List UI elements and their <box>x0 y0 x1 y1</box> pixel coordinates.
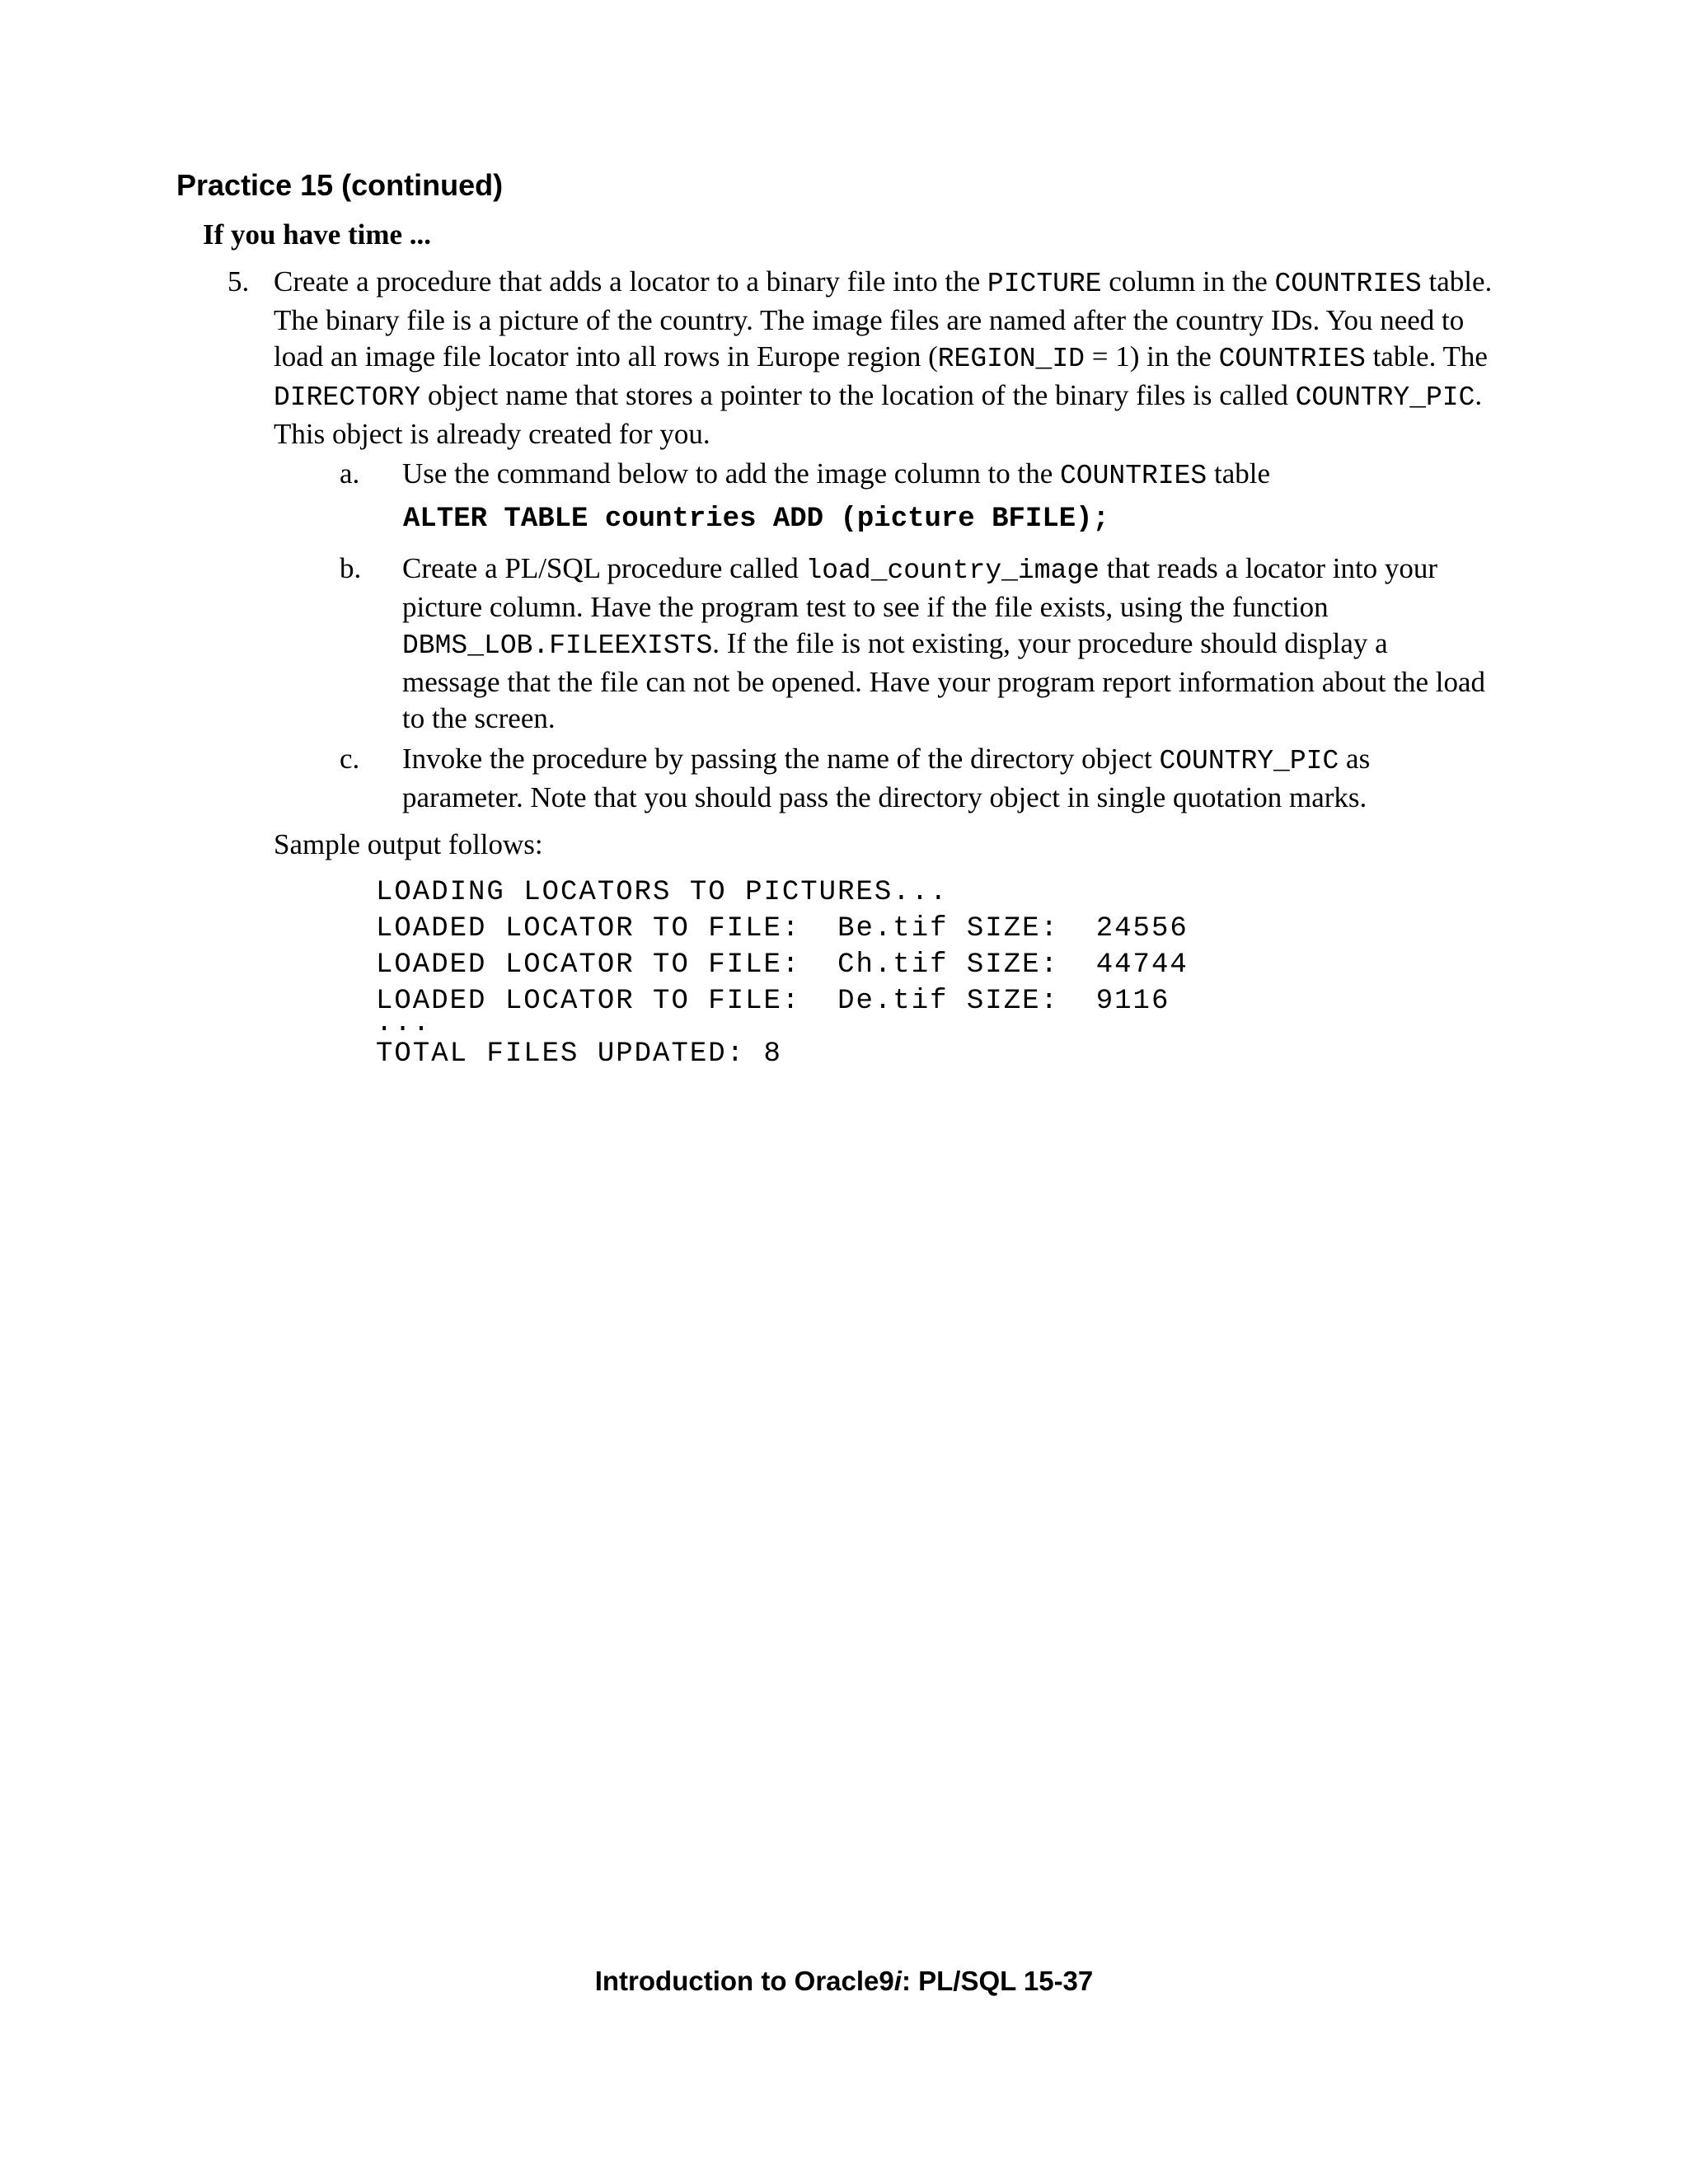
page-heading: Practice 15 (continued) <box>176 168 504 202</box>
alter-table-command: ALTER TABLE countries ADD (picture BFILE); <box>403 504 1109 535</box>
step-c-text <box>402 741 1490 816</box>
step-letter: c. <box>340 743 360 775</box>
text-run: table. The <box>1365 340 1488 373</box>
text-run: Invoke the procedure by passing the name of the directory object <box>402 743 1160 775</box>
output-line: TOTAL FILES UPDATED: 8 <box>376 1038 782 1070</box>
output-line: LOADED LOCATOR TO FILE: De.tif SIZE: 9116 <box>376 986 1170 1017</box>
item-number: 5. <box>227 265 250 298</box>
text-run: table. The binary file is a picture of the country. The image files are named after the country IDs. You need to load an image file locator into all rows in Europe region ( <box>274 265 1493 373</box>
item-5-text <box>274 264 1518 452</box>
footer-italic: i <box>893 1966 902 1996</box>
text-run: that reads a locator into your picture column. Have the program test to see if the file exists, using the function <box>402 552 1438 623</box>
text-run: Create a PL/SQL procedure called <box>402 552 806 584</box>
text-run: . This object is already created for you. <box>274 379 1483 450</box>
sample-output-label: Sample output follows: <box>274 828 543 860</box>
code-countries: COUNTRIES <box>1218 344 1366 374</box>
text-run: . If the file is not existing, your procedure should display a message that the file can not be opened. Have your program report information about the load to the screen. <box>402 627 1486 734</box>
code-load-country-image: load_country_image <box>805 555 1100 586</box>
code-country-pic: COUNTRY_PIC <box>1159 746 1339 776</box>
text-run: object name that stores a pointer to the location of the binary files is called <box>420 379 1296 411</box>
code-country-pic: COUNTRY_PIC <box>1295 382 1475 413</box>
step-letter: a. <box>340 457 360 490</box>
step-b-text <box>402 551 1490 737</box>
step-letter: b. <box>340 552 362 584</box>
code-countries: COUNTRIES <box>1274 269 1422 299</box>
text-run: Create a procedure that adds a locator to a binary file into the <box>274 265 987 298</box>
code-directory: DIRECTORY <box>274 382 421 413</box>
text-run: column in the <box>1101 265 1275 298</box>
text-run: Use the command below to add the image column to the <box>402 457 1060 490</box>
page-footer <box>0 1966 1688 1997</box>
step-a-text <box>402 456 1490 494</box>
text-run: as parameter. Note that you should pass the directory object in single quotation marks. <box>402 743 1371 813</box>
sample-output-block <box>376 874 1189 1072</box>
footer-text: Introduction to Oracle9 <box>594 1966 894 1996</box>
output-line: LOADED LOCATOR TO FILE: Be.tif SIZE: 24556 <box>376 913 1189 944</box>
code-fileexists: DBMS_LOB.FILEEXISTS <box>402 630 713 661</box>
code-region-id: REGION_ID <box>937 344 1085 374</box>
text-run: table <box>1207 457 1271 490</box>
text-run: = 1) in the <box>1084 340 1219 373</box>
footer-text: : PL/SQL 15-37 <box>901 1966 1094 1996</box>
code-countries: COUNTRIES <box>1060 461 1207 491</box>
output-line: ... <box>376 1008 432 1039</box>
output-line: LOADING LOCATORS TO PICTURES... <box>376 877 949 908</box>
output-line: LOADED LOCATOR TO FILE: Ch.tif SIZE: 44744 <box>376 949 1189 981</box>
code-picture: PICTURE <box>987 269 1102 299</box>
subheading: If you have time ... <box>203 218 432 251</box>
